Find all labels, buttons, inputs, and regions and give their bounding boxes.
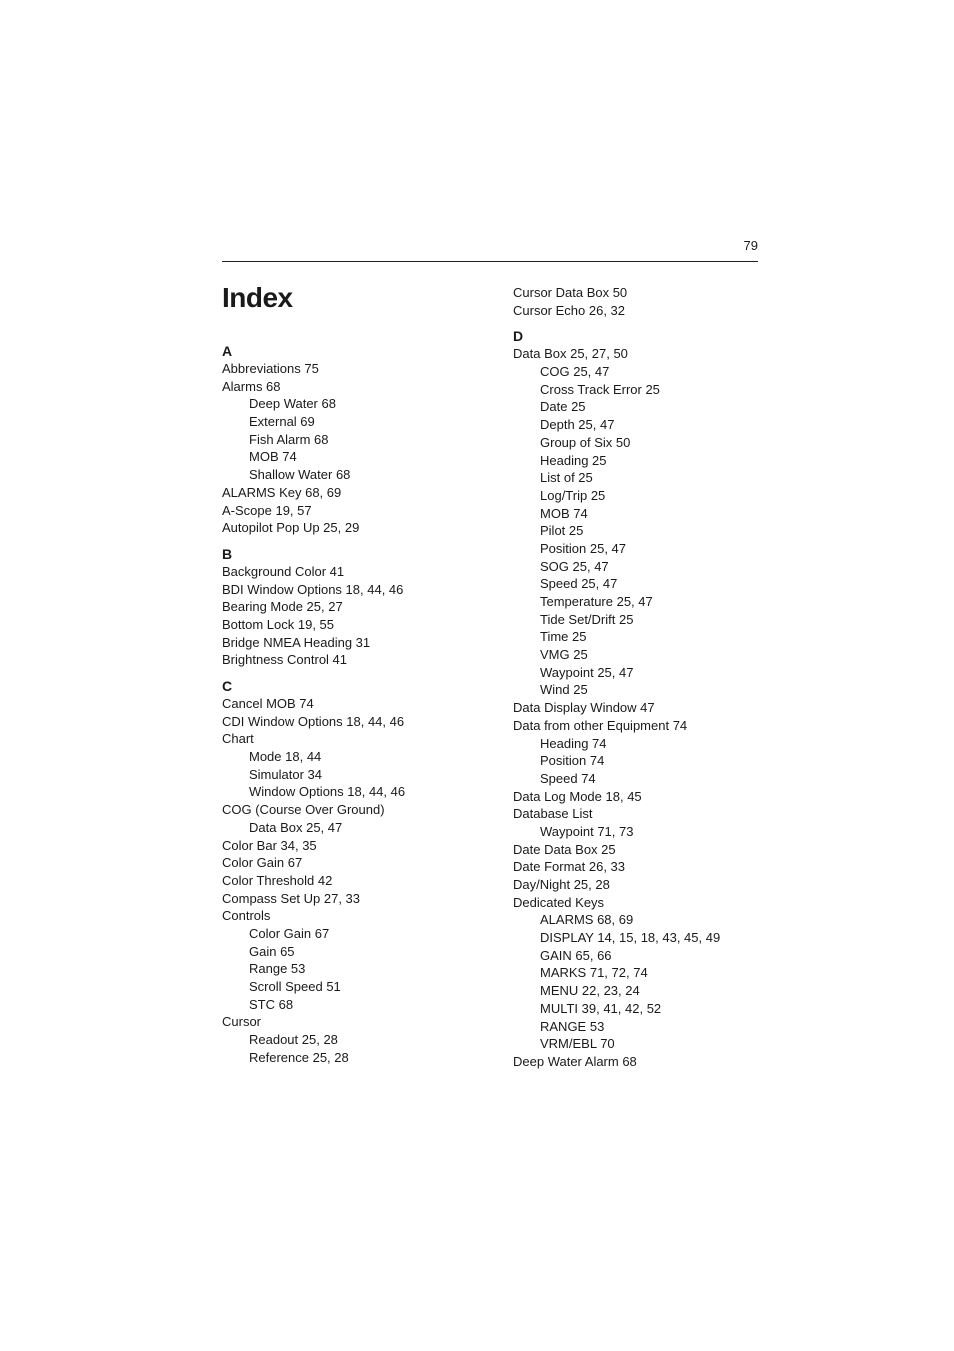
index-subentry: Group of Six 50 (540, 434, 631, 450)
index-section-letter: A (222, 343, 233, 359)
index-entry: Data Display Window 47 (513, 700, 655, 716)
page-title: Index (222, 282, 293, 313)
index-subentry: MARKS 71, 72, 74 (540, 965, 648, 981)
index-entry: Abbreviations 75 (222, 361, 319, 376)
index-entry: Day/Night 25, 28 (513, 877, 610, 892)
index-entry: ALARMS Key 68, 69 (222, 484, 342, 500)
index-entry: Color Gain 67 (222, 855, 303, 871)
index-entry: Brightness Control 41 (222, 652, 348, 668)
index-subentry: Data Box 25, 47 (249, 819, 343, 835)
index-subentry: ALARMS 68, 69 (540, 912, 634, 928)
index-entry: Bottom Lock 19, 55 (222, 616, 335, 632)
index-subentry: MOB 74 (249, 449, 297, 465)
index-subentry: Position 74 (540, 753, 605, 769)
index-subentry: Simulator 34 (249, 766, 322, 782)
index-subentry: Heading 74 (540, 735, 607, 751)
index-subentry: Shallow Water 68 (249, 467, 351, 483)
index-subentry: VRM/EBL 70 (540, 1036, 615, 1052)
index-subentry: Tide Set/Drift 25 (540, 611, 634, 627)
index-entry: Autopilot Pop Up 25, 29 (222, 520, 360, 536)
index-entry: Data from other Equipment 74 (513, 717, 688, 733)
index-entry: Database List (513, 806, 593, 822)
index-entry: Date Format 26, 33 (513, 859, 625, 875)
index-subentry: Temperature 25, 47 (540, 594, 653, 609)
index-subentry: MENU 22, 23, 24 (540, 983, 640, 999)
section-gap (222, 669, 482, 677)
header-rule (222, 261, 758, 262)
index-subentry: Waypoint 25, 47 (540, 664, 634, 680)
index-subentry: STC 68 (249, 996, 294, 1012)
page-number: 79 (743, 238, 758, 253)
index-subentry: Time 25 (540, 629, 587, 645)
index-entry: A-Scope 19, 57 (222, 502, 312, 518)
index-column-left (222, 342, 482, 1066)
index-subentry: Date 25 (540, 399, 586, 415)
index-subentry: DISPLAY 14, 15, 18, 43, 45, 49 (540, 930, 721, 946)
index-subentry: GAIN 65, 66 (540, 947, 612, 963)
index-subentry: Speed 74 (540, 770, 596, 786)
index-subentry: External 69 (249, 414, 315, 430)
index-entry: Cursor (222, 1014, 262, 1030)
index-subentry: COG 25, 47 (540, 364, 610, 380)
index-section-letter: C (222, 678, 233, 694)
section-gap (222, 537, 482, 545)
index-entry: Date Data Box 25 (513, 841, 616, 857)
index-entry: Background Color 41 (222, 563, 345, 579)
index-entry: Bridge NMEA Heading 31 (222, 634, 371, 650)
index-entry: Controls (222, 908, 271, 924)
index-subentry: Range 53 (249, 961, 306, 977)
index-entry: Data Box 25, 27, 50 (513, 346, 628, 362)
index-entry: Cancel MOB 74 (222, 696, 314, 711)
index-entry: Cursor Data Box 50 (513, 285, 628, 300)
index-section-letter: D (513, 328, 524, 345)
index-subentry: Scroll Speed 51 (249, 979, 341, 994)
index-subentry: SOG 25, 47 (540, 558, 609, 574)
index-subentry: List of 25 (540, 470, 593, 486)
index-subentry: Waypoint 71, 73 (540, 823, 634, 839)
index-subentry: Cross Track Error 25 (540, 381, 660, 397)
index-entry: Bearing Mode 25, 27 (222, 599, 343, 615)
index-entry: Alarms 68 (222, 378, 281, 394)
index-entry: Deep Water Alarm 68 (513, 1053, 637, 1069)
index-subentry: Deep Water 68 (249, 396, 336, 412)
index-entry: Color Threshold 42 (222, 872, 333, 888)
index-subentry: Reference 25, 28 (249, 1049, 349, 1065)
section-gap (513, 319, 773, 327)
index-subentry: VMG 25 (540, 647, 588, 663)
index-subentry: Pilot 25 (540, 523, 584, 539)
index-subentry: MULTI 39, 41, 42, 52 (540, 1000, 662, 1016)
index-subentry: Position 25, 47 (540, 540, 627, 556)
index-entry: CDI Window Options 18, 44, 46 (222, 713, 405, 729)
index-subentry: Fish Alarm 68 (249, 431, 329, 447)
index-subentry: Depth 25, 47 (540, 417, 615, 433)
index-subentry: Heading 25 (540, 452, 607, 468)
index-entry: Dedicated Keys (513, 894, 605, 910)
index-subentry: Color Gain 67 (249, 925, 330, 941)
index-entry: Chart (222, 731, 254, 747)
index-subentry: Readout 25, 28 (249, 1032, 338, 1048)
index-column-right (513, 284, 773, 1071)
index-subentry: MOB 74 (540, 505, 588, 521)
index-entry: Compass Set Up 27, 33 (222, 890, 361, 906)
index-subentry: Log/Trip 25 (540, 487, 606, 503)
index-subentry: Gain 65 (249, 943, 295, 959)
index-section-letter: B (222, 545, 233, 562)
index-entry: COG (Course Over Ground) (222, 802, 385, 818)
index-entry: Data Log Mode 18, 45 (513, 788, 642, 804)
index-subentry: Mode 18, 44 (249, 749, 322, 765)
index-subentry: Speed 25, 47 (540, 576, 618, 592)
index-entry: Color Bar 34, 35 (222, 837, 317, 853)
index-entry: BDI Window Options 18, 44, 46 (222, 581, 404, 597)
index-subentry: Window Options 18, 44, 46 (249, 784, 406, 800)
index-entry: Cursor Echo 26, 32 (513, 302, 626, 318)
index-subentry: RANGE 53 (540, 1018, 605, 1034)
index-subentry: Wind 25 (540, 682, 588, 698)
